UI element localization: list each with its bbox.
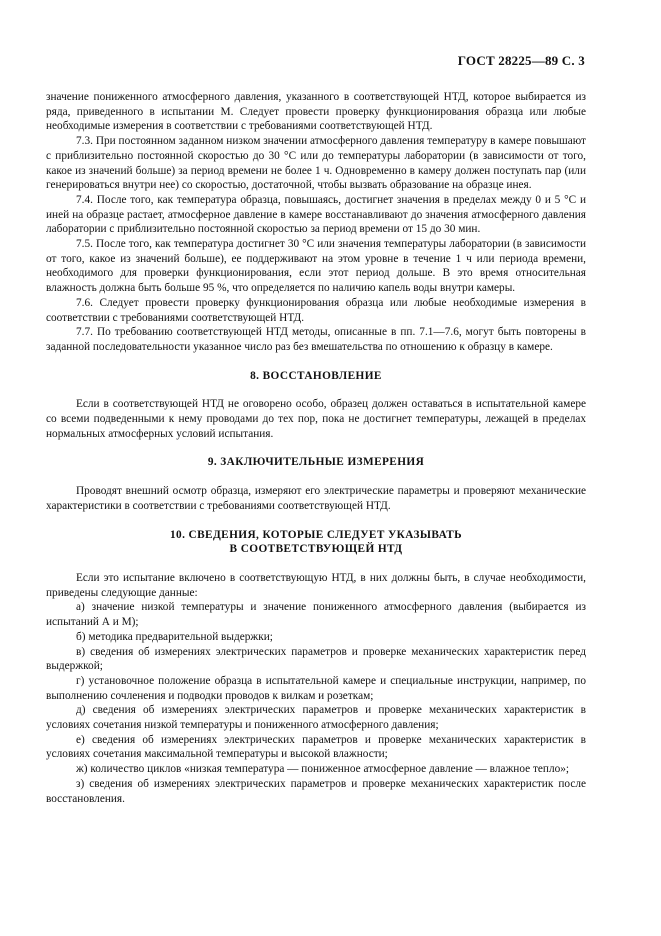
list-item-zh: ж) количество циклов «низкая температура — пониженное атмосферное давление — влажное тепло»; — [76, 763, 570, 776]
section-10-intro: Если это испытание включено в соответствующую НТД, в них должны быть, в случае необходимости, приведены следующие данные: — [46, 571, 586, 599]
paragraph-7-3: 7.3. При постоянном заданном низком значении атмосферного давления температуру в камере повышают с приблизительно постоянной скоростью до 30 °С или до температуры лаборатории (в зависимости от того, какое из значений больше) за период времени не более 1 ч. Одновременно в камеру должен поступать пар (или генерироваться внутри нее) со скоростью, достаточной, чтобы вызвать образование на образце инея. — [46, 135, 586, 192]
paragraph-continuation: значение пониженного атмосферного давления, указанного в соответствующей НТД, которое выбирается из ряда, приведенного в испытании М. Следует провести проверку функционирования образца или любые необходимые измерения в соответствии с требованиями соответствующей НТД. — [46, 91, 586, 133]
paragraph-7-7: 7.7. По требованию соответствующей НТД методы, описанные в пп. 7.1—7.6, могут быть повторены в заданной последовательности указанное число раз без вмешательства по отношению к образцу в камере. — [46, 326, 586, 353]
page-content — [46, 90, 586, 806]
page-header: ГОСТ 28225—89 С. 3 — [457, 53, 585, 68]
section-8-heading: 8. ВОССТАНОВЛЕНИЕ — [250, 369, 382, 382]
paragraph-7-5: 7.5. После того, как температура достигнет 30 °С или значения температуры лаборатории (в зависимости от того, какое из значений больше), ее поддерживают на этом уровне в течение 1 ч или периода времени, необходимого для проверки функционирования, если этот период дольше. В это время относительная влажность должна быть больше 95 %, что определяется по наличию капель воды внутри камеры. — [46, 238, 586, 295]
section-10-heading-line2: В СООТВЕТСТВУЮЩЕЙ НТД — [229, 543, 403, 556]
paragraph-7-6: 7.6. Следует провести проверку функционирования образца или любые необходимые измерения в соответствии с требованиями соответствующей НТД. — [46, 296, 586, 324]
section-10-heading — [46, 528, 586, 557]
section-10-heading-line1: 10. СВЕДЕНИЯ, КОТОРЫЕ СЛЕДУЕТ УКАЗЫВАТЬ — [169, 528, 462, 541]
list-item-e: е) сведения об измерениях электрических параметров и проверке механических характеристик в условиях сочетания максимальной температуры и высокой влажности; — [46, 733, 586, 761]
section-9-text: Проводят внешний осмотр образца, измеряют его электрические параметры и проверяют механические характеристики в соответствии с требованиями соответствующей НТД. — [46, 485, 586, 512]
list-item-a: а) значение низкой температуры и значение пониженного атмосферного давления (выбирается из испытаний А и М); — [46, 601, 586, 629]
list-item-g: г) установочное положение образца в испытательной камере и специальные инструкции, например, по выполнению сочленения и подводки проводов к вилкам и розеткам; — [46, 674, 586, 702]
list-item-b: б) методика предварительной выдержки; — [76, 630, 273, 643]
list-item-v: в) сведения об измерениях электрических параметров и проверке механических характеристик перед выдержкой; — [46, 645, 586, 673]
section-9-heading: 9. ЗАКЛЮЧИТЕЛЬНЫЕ ИЗМЕРЕНИЯ — [207, 456, 425, 469]
list-item-d: д) сведения об измерениях электрических параметров и проверке механических характеристик в условиях сочетания низкой температуры и пониженного атмосферного давления; — [46, 704, 586, 732]
list-item-z: з) сведения об измерениях электрических параметров и проверке механических характеристик после восстановления. — [46, 777, 586, 805]
paragraph-7-4: 7.4. После того, как температура образца, повышаясь, достигнет значения в пределах между 0 и 5 °С и иней на образце растает, атмосферное давление в камере восстанавливают до значения атмосферного давления лаборатории с приблизительно постоянной скоростью за период времени от 15 до 30 мин. — [46, 193, 586, 236]
section-8-text: Если в соответствующей НТД не оговорено особо, образец должен оставаться в испытательной камере со всеми подведенными к нему проводами до тех пор, пока не достигнет температуры, лежащей в пределах нормальных атмосферных условий испытания. — [46, 398, 586, 440]
